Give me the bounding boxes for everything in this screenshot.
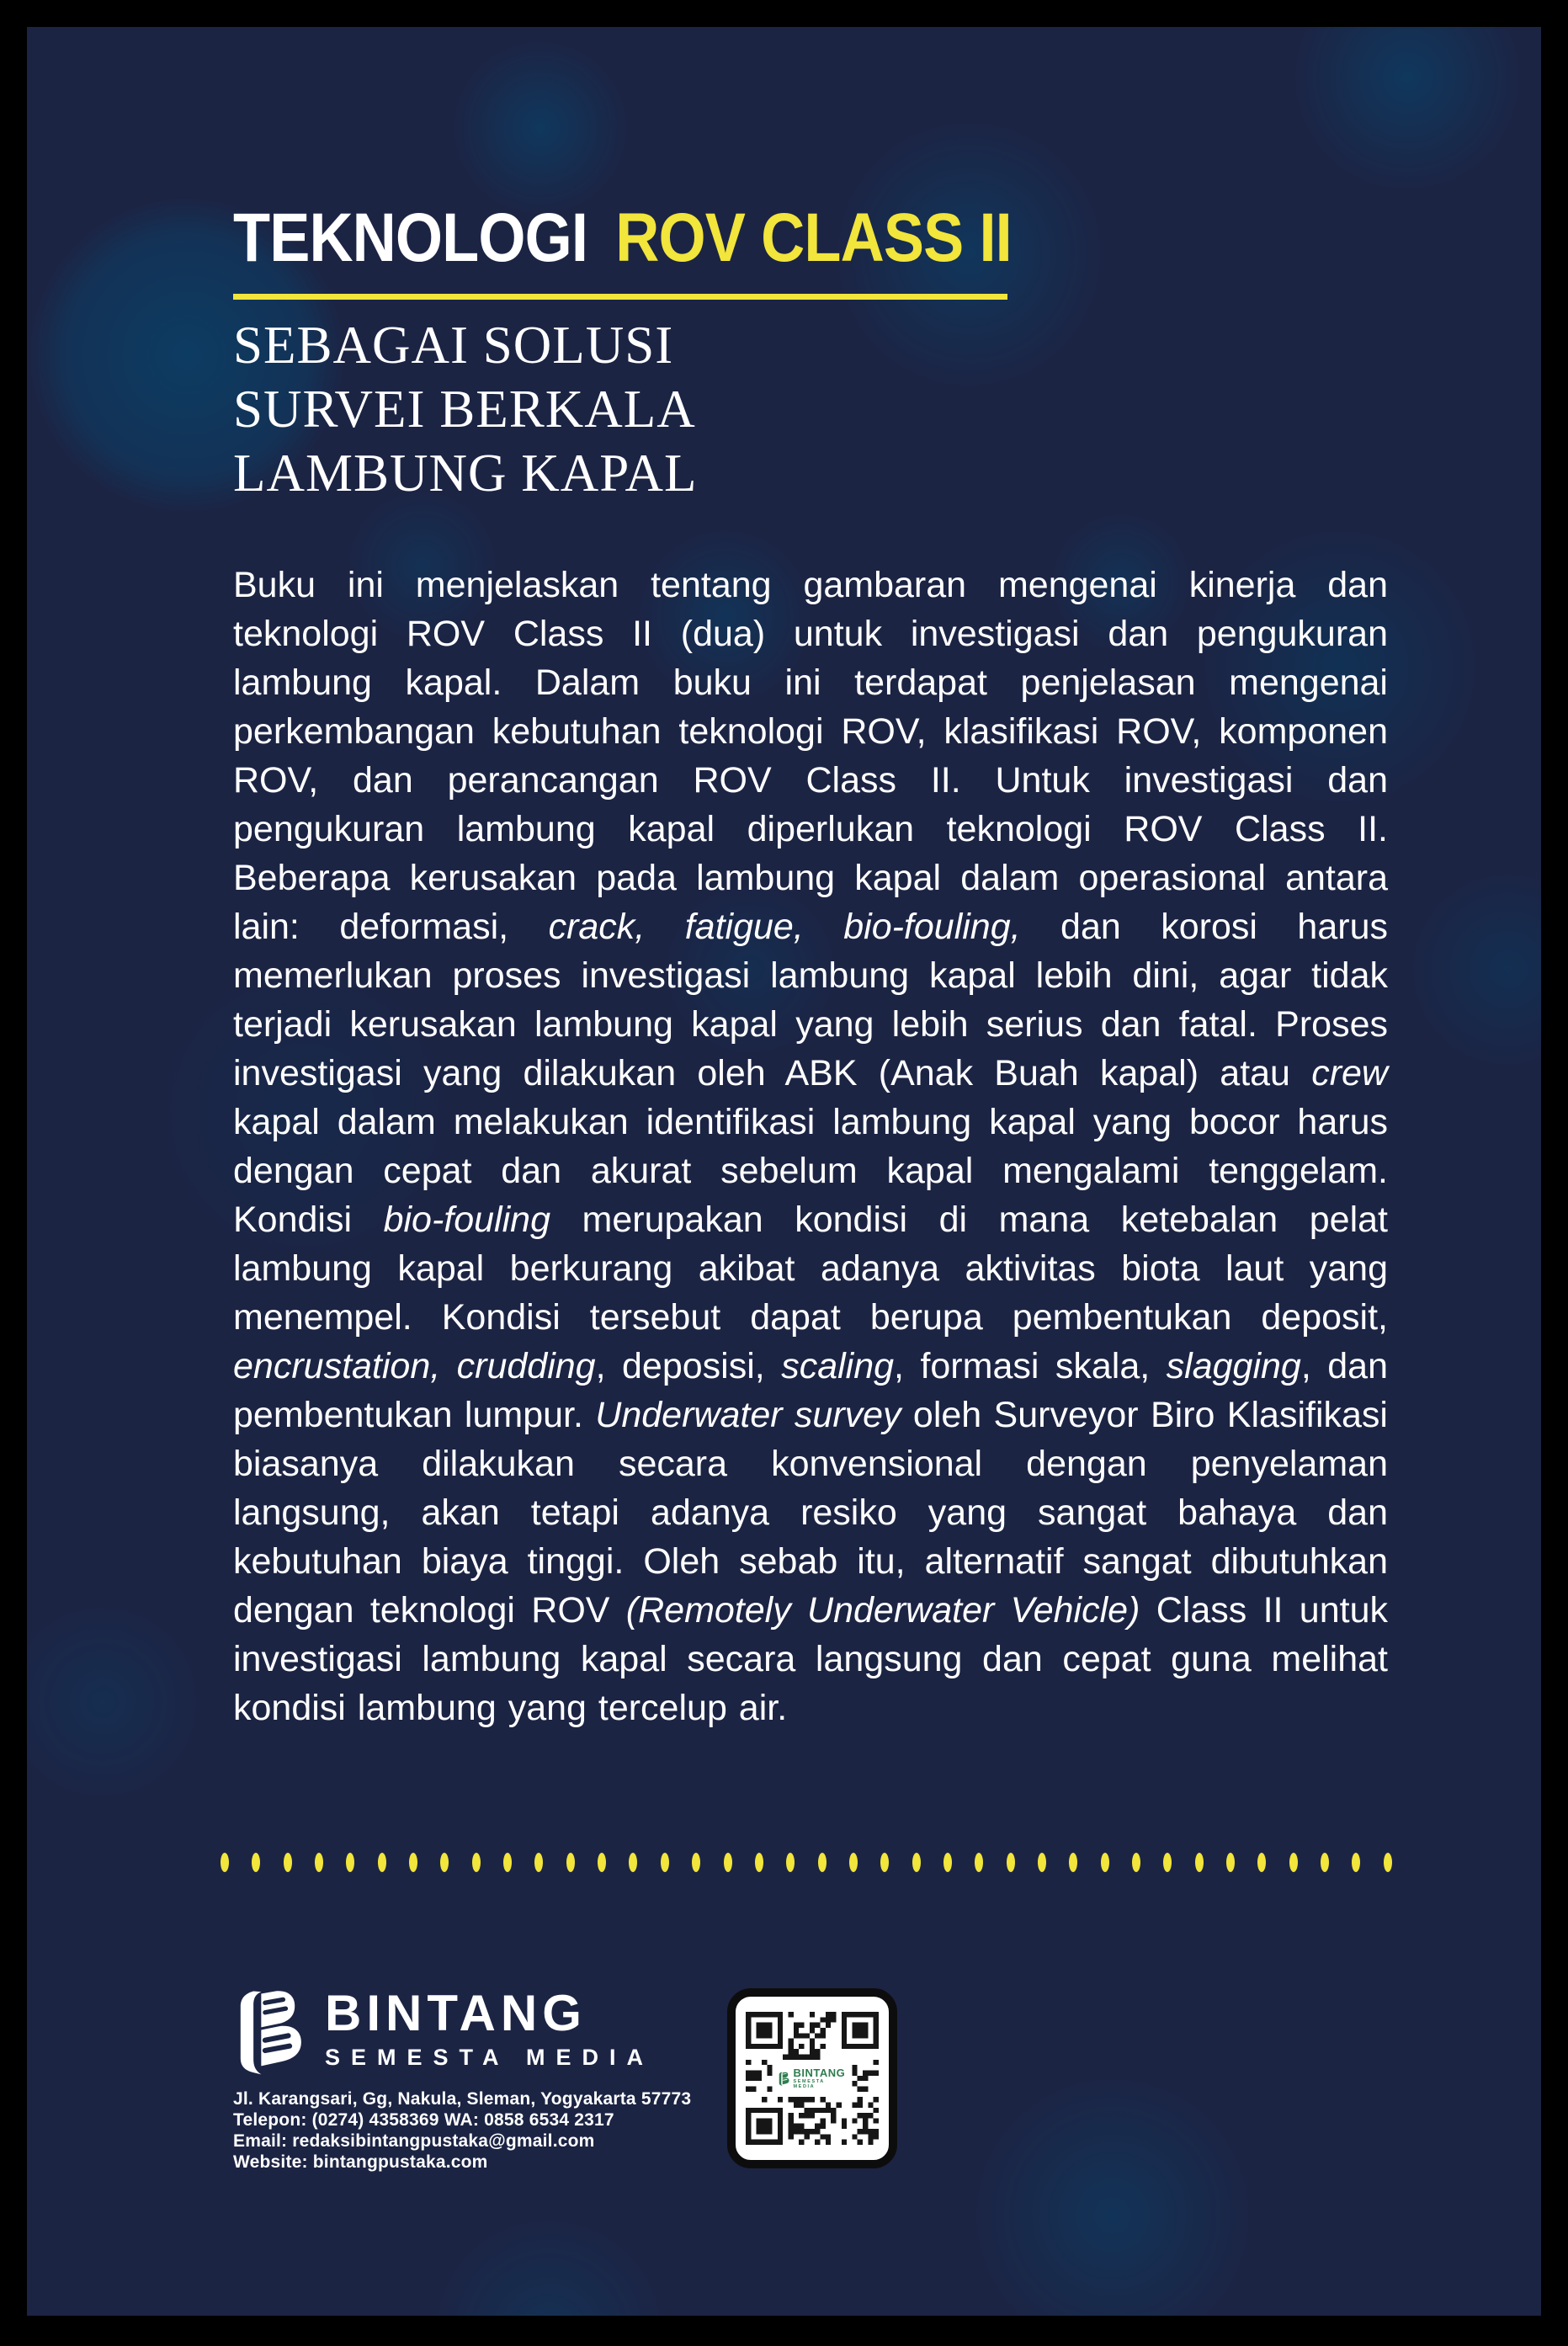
divider-dot: [1038, 1853, 1046, 1872]
divider-dot: [1007, 1853, 1015, 1872]
divider-dot: [692, 1853, 700, 1872]
divider-dot: [378, 1853, 386, 1872]
divider-dot: [284, 1853, 292, 1872]
publisher-name: BINTANG: [325, 1985, 587, 2041]
divider-dot: [346, 1853, 354, 1872]
qr-book-icon: [778, 2071, 790, 2087]
divider-dot: [975, 1853, 983, 1872]
divider-dot: [1257, 1853, 1266, 1872]
divider-dot: [534, 1853, 543, 1872]
divider-dot: [849, 1853, 858, 1872]
qr-center-logo: [774, 2066, 851, 2091]
qr-code: [727, 1988, 897, 2168]
divider-dot: [1132, 1853, 1140, 1872]
title-underline: [233, 294, 1007, 300]
synopsis: Buku ini menjelaskan tentang gambaran mengenai kinerja dan teknologi ROV Class II (dua) untuk investigasi dan pengukuran lambung kapal. Dalam buku ini terdapat penjelasan mengenai perkembangan kebutuhan teknologi ROV, klasifikasi ROV, komponen ROV, dan perancangan ROV Class II. Untuk investigasi dan pengukuran lambung kapal diperlukan teknologi ROV Class II. Beberapa kerusakan pada lambung kapal dalam operasional antara lain: deformasi, crack, fatigue, bio-fouling, dan korosi harus memerlukan proses investigasi lambung kapal lebih dini, agar tidak terjadi kerusakan lambung kapal yang lebih serius dan fatal. Proses investigasi yang dilakukan oleh ABK (Anak Buah kapal) atau crew kapal dalam melakukan identifikasi lambung kapal yang bocor harus dengan cepat dan akurat sebelum kapal mengalami tenggelam. Kondisi bio-fouling merupakan kondisi di mana ketebalan pelat lambung kapal berkurang akibat adanya aktivitas biota laut yang menempel. Kondisi tersebut dapat berupa pembentukan deposit, encrustation, crudding, deposisi, scaling, formasi skala, slagging, dan pembentukan lumpur. Underwater survey oleh Surveyor Biro Klasifikasi biasanya dilakukan secara konvensional dengan penyelaman langsung, akan tetapi adanya resiko yang sangat bahaya dan kebutuhan biaya tinggi. Oleh sebab itu, alternatif sangat dibutuhkan dengan teknologi ROV (Remotely Underwater Vehicle) Class II untuk investigasi lambung kapal secara langsung dan cepat guna melihat kondisi lambung yang tercelup air.: [233, 565, 1389, 1728]
divider-dot: [1069, 1853, 1077, 1872]
address-line: Telepon: (0274) 4358369 WA: 0858 6534 2317: [233, 2110, 614, 2130]
bintang-book-icon: [229, 1983, 306, 2079]
divider-dot: [1289, 1853, 1298, 1872]
subtitle-line: SEBAGAI SOLUSI: [233, 316, 674, 375]
divider-dot: [440, 1853, 449, 1872]
address-line: Jl. Karangsari, Gg, Nakula, Sleman, Yogyakarta 57773: [233, 2089, 692, 2109]
divider-dot: [724, 1853, 732, 1872]
divider-dot: [598, 1853, 606, 1872]
subtitle-line: LAMBUNG KAPAL: [233, 444, 698, 503]
divider-dot: [221, 1853, 229, 1872]
divider-dot: [1101, 1853, 1109, 1872]
book-title-part1: TEKNOLOGI: [233, 199, 588, 276]
book-title-part2: ROV CLASS II: [615, 199, 1012, 276]
divider-dot: [661, 1853, 669, 1872]
divider-dot: [503, 1853, 512, 1872]
divider-dot: [755, 1853, 763, 1872]
publisher-tagline: SEMESTA MEDIA: [325, 2045, 655, 2070]
qr-logo-name: BINTANG: [793, 2067, 846, 2079]
address-line: Email: redaksibintangpustaka@gmail.com: [233, 2131, 595, 2151]
publisher-address: [233, 2088, 691, 2173]
divider-dot: [912, 1853, 921, 1872]
divider-dot: [818, 1853, 827, 1872]
divider-dot: [472, 1853, 481, 1872]
publisher-wordmark: [325, 1983, 654, 2069]
divider-dot: [1384, 1853, 1392, 1872]
qr-logo-tagline: SEMESTA MEDIA: [793, 2079, 825, 2089]
divider-dot: [1226, 1853, 1235, 1872]
divider-dot: [1321, 1853, 1329, 1872]
divider-dot: [1352, 1853, 1360, 1872]
divider-dot: [786, 1853, 795, 1872]
divider-dot: [566, 1853, 575, 1872]
divider-dot: [315, 1853, 323, 1872]
subtitle: [233, 313, 697, 505]
divider-dot: [409, 1853, 417, 1872]
publisher-logo: [229, 1983, 654, 2079]
divider-dot: [943, 1853, 952, 1872]
address-line: Website: bintangpustaka.com: [233, 2152, 488, 2172]
divider-dot: [1195, 1853, 1204, 1872]
divider-dot: [880, 1853, 889, 1872]
qr-logo-text: [794, 2067, 848, 2089]
dotted-divider: [221, 1852, 1392, 1872]
divider-dot: [629, 1853, 637, 1872]
divider-dot: [1163, 1853, 1172, 1872]
subtitle-line: SURVEI BERKALA: [233, 380, 696, 439]
book-title: [233, 199, 1012, 276]
divider-dot: [252, 1853, 260, 1872]
